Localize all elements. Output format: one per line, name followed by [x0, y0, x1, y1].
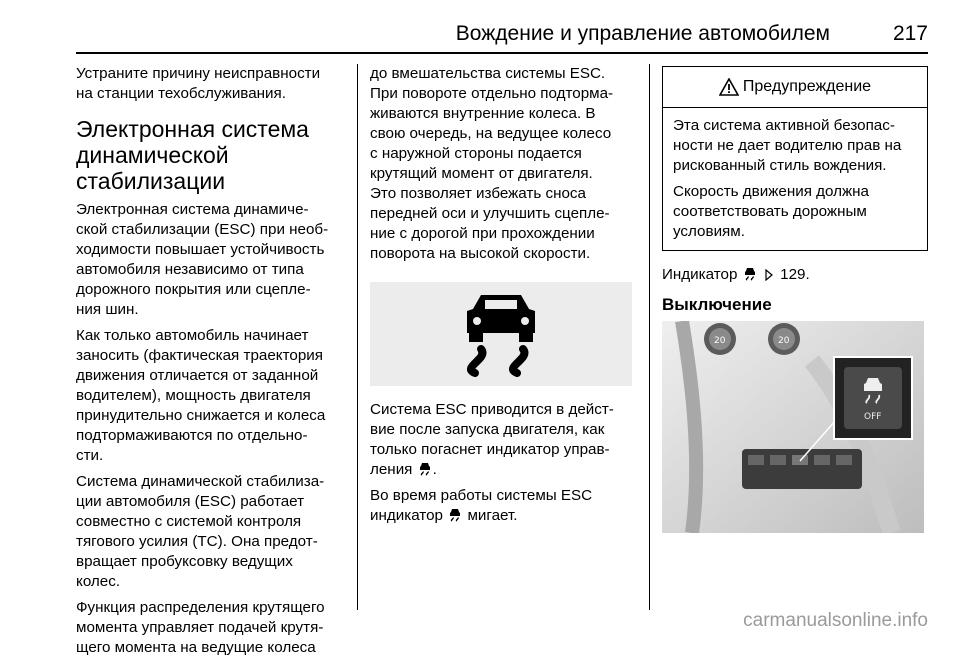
warning-paragraph: Эта система активной безопас- ности не дает водителю прав на рискованный стиль вождения. — [673, 117, 902, 174]
center-console-image — [662, 321, 924, 533]
subheading-off: Выключение — [662, 295, 772, 314]
page-number: 217 — [892, 22, 928, 45]
intro-paragraph: Устраните причину неисправности на станции техобслуживания. — [76, 65, 321, 102]
warning-triangle-icon — [719, 78, 739, 96]
skidding-car-icon — [451, 289, 551, 379]
column-1 — [76, 64, 348, 664]
page-reference-arrow-icon — [764, 269, 774, 281]
paragraph: Электронная система динамиче- ской стабилизации (ESC) при необ- ходимости повышает устойчивость автомобиля независимо от типа дорожного покрытия или сцепле- ния шин. — [76, 201, 329, 318]
column-divider — [357, 64, 358, 610]
header-rule — [76, 52, 928, 54]
warning-body — [663, 108, 927, 250]
paragraph: Как только автомобиль начинает заносить (фактическая траектория движения отличается от заданной водителем), мощность двигателя принудительно снижается и колеса подтормаживаются по отдельно- сти. — [76, 327, 326, 464]
column-divider — [649, 64, 650, 610]
paragraph: до вмешательства системы ESC. При повороте отдельно подторма- живаются внутренние колеса. В свою очередь, на ведущее колесо с наружной стороны подается крутящий момент от двигателя. Это позволяет избежать сноса передней оси и улучшить сцепле- ние с дорогой при прохождении поворота на высокой скорости. — [370, 65, 614, 262]
warning-paragraph: Скорость движения должна соответствовать дорожным условиям. — [673, 183, 869, 240]
esc-off-button-photo — [662, 321, 924, 533]
esc-indicator-icon — [419, 462, 431, 476]
warning-title: Предупреждение — [742, 78, 872, 95]
column-3 — [662, 64, 928, 533]
running-header: Вождение и управление автомобилем — [455, 22, 830, 45]
indicator-reference: Индикатор 129. — [662, 266, 810, 283]
warning-box — [662, 66, 928, 251]
section-heading-esc: Электронная система динамической стабилизации — [76, 116, 309, 194]
dial-label: 20 — [714, 336, 726, 346]
esc-indicator-icon — [744, 267, 756, 281]
dial-label: 20 — [778, 336, 790, 346]
off-button-label: OFF — [864, 412, 882, 422]
warning-header — [663, 67, 927, 108]
paragraph: Функция распределения крутящего момента управляет подачей крутя- щего момента на ведущие колеса — [76, 599, 325, 656]
esc-indicator-icon — [449, 508, 461, 522]
column-2 — [370, 64, 636, 532]
esc-symbol-illustration — [370, 282, 632, 386]
paragraph: Система динамической стабилиза- ции автомобиля (ESC) работает совместно с системой контроля тягового усилия (TC). Она предот- вращает пробуксовку ведущих колес. — [76, 473, 325, 590]
watermark: carmanualsonline.info — [743, 610, 928, 631]
paragraph: Система ESC приводится в дейст- вие после запуска двигателя, как только погаснет индикатор управ- ления . — [370, 401, 614, 478]
paragraph: Во время работы системы ESC индикатор мигает. — [370, 487, 593, 524]
